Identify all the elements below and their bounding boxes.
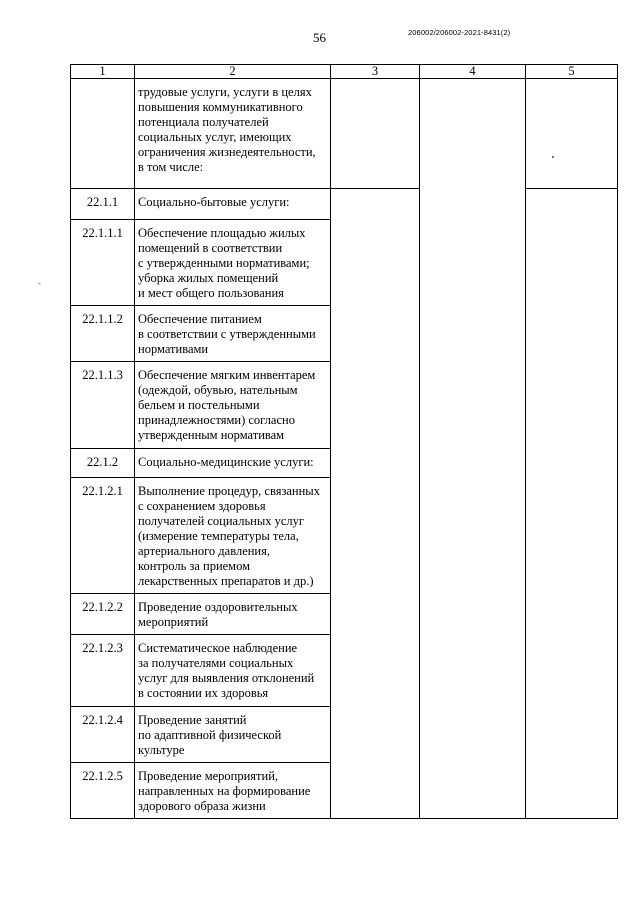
description-line: Систематическое наблюдение	[138, 641, 298, 655]
description-line: Социально-бытовые услуги:	[138, 195, 290, 209]
page-number: 56	[313, 30, 326, 45]
description-line: социальных услуг, имеющих	[138, 130, 292, 144]
description-line: культуре	[138, 743, 185, 757]
description-line: уборка жилых помещений	[138, 271, 279, 285]
column-4-cell	[420, 79, 526, 819]
row-number	[71, 79, 135, 189]
row-description	[135, 449, 331, 478]
description-line: Обеспечение площадью жилых	[138, 226, 306, 240]
document-code: 206002/206002-2021-8431(2)	[408, 28, 511, 37]
column-header-1: 1	[71, 65, 135, 79]
column-header-4: 4	[420, 65, 526, 79]
row-description	[135, 707, 331, 763]
description-line: трудовые услуги, услуги в целях	[138, 85, 312, 99]
margin-mark: -	[38, 278, 41, 288]
description-line: контроль за приемом	[138, 559, 251, 573]
table-row	[71, 79, 618, 189]
description-line: по адаптивной физической	[138, 728, 282, 742]
services-table	[70, 64, 618, 819]
header-row	[71, 65, 618, 79]
description-line: и мест общего пользования	[138, 286, 284, 300]
row-number: 22.1.1.1	[71, 220, 135, 306]
description-line: Выполнение процедур, связанных	[138, 484, 320, 498]
row-description	[135, 763, 331, 819]
description-line: с сохранением здоровья	[138, 499, 266, 513]
description-line: Проведение мероприятий,	[138, 769, 279, 783]
column-3-cell	[331, 189, 420, 819]
description-line: в том числе:	[138, 160, 204, 174]
row-number: 22.1.2.1	[71, 478, 135, 594]
row-description	[135, 306, 331, 362]
row-number: 22.1.2.3	[71, 635, 135, 707]
row-number: 22.1.1.2	[71, 306, 135, 362]
description-line: ограничения жизнедеятельности,	[138, 145, 316, 159]
description-line: Обеспечение мягким инвентарем	[138, 368, 316, 382]
description-line: получателей социальных услуг	[138, 514, 305, 528]
row-number: 22.1.2.2	[71, 594, 135, 635]
description-line: артериального давления,	[138, 544, 270, 558]
description-line: здорового образа жизни	[138, 799, 266, 813]
description-line: в состоянии их здоровья	[138, 686, 269, 700]
description-line: Социально-медицинские услуги:	[138, 455, 314, 469]
description-line: в соответствии с утвержденными	[138, 327, 316, 341]
column-5-cell	[526, 79, 618, 189]
description-line: мероприятий	[138, 615, 209, 629]
description-line: (измерение температуры тела,	[138, 529, 299, 543]
column-header-5: 5	[526, 65, 618, 79]
description-line: потенциала получателей	[138, 115, 269, 129]
description-line: принадлежностями) согласно	[138, 413, 295, 427]
column-header-2: 2	[135, 65, 331, 79]
row-description	[135, 189, 331, 220]
description-line: за получателями социальных	[138, 656, 294, 670]
description-line: услуг для выявления отклонений	[138, 671, 315, 685]
column-3-cell	[331, 79, 420, 189]
row-description	[135, 79, 331, 189]
description-line: нормативами	[138, 342, 209, 356]
row-number: 22.1.1.3	[71, 362, 135, 449]
column-header-3: 3	[331, 65, 420, 79]
row-description	[135, 635, 331, 707]
description-line: с утвержденными нормативами;	[138, 256, 310, 270]
row-number: 22.1.2.4	[71, 707, 135, 763]
description-line: помещений в соответствии	[138, 241, 283, 255]
description-line: утвержденным нормативам	[138, 428, 285, 442]
row-number: 22.1.2.5	[71, 763, 135, 819]
table-row	[71, 189, 618, 220]
row-description	[135, 220, 331, 306]
description-line: лекарственных препаратов и др.)	[138, 574, 314, 588]
row-description	[135, 478, 331, 594]
row-number: 22.1.2	[71, 449, 135, 478]
description-line: направленных на формирование	[138, 784, 311, 798]
description-line: Обеспечение питанием	[138, 312, 262, 326]
description-line: (одеждой, обувью, нательным	[138, 383, 298, 397]
row-description	[135, 594, 331, 635]
description-line: Проведение занятий	[138, 713, 247, 727]
row-description	[135, 362, 331, 449]
column-5-cell	[526, 189, 618, 819]
description-line: повышения коммуникативного	[138, 100, 303, 114]
description-line: Проведение оздоровительных	[138, 600, 298, 614]
row-number: 22.1.1	[71, 189, 135, 220]
description-line: бельем и постельными	[138, 398, 260, 412]
